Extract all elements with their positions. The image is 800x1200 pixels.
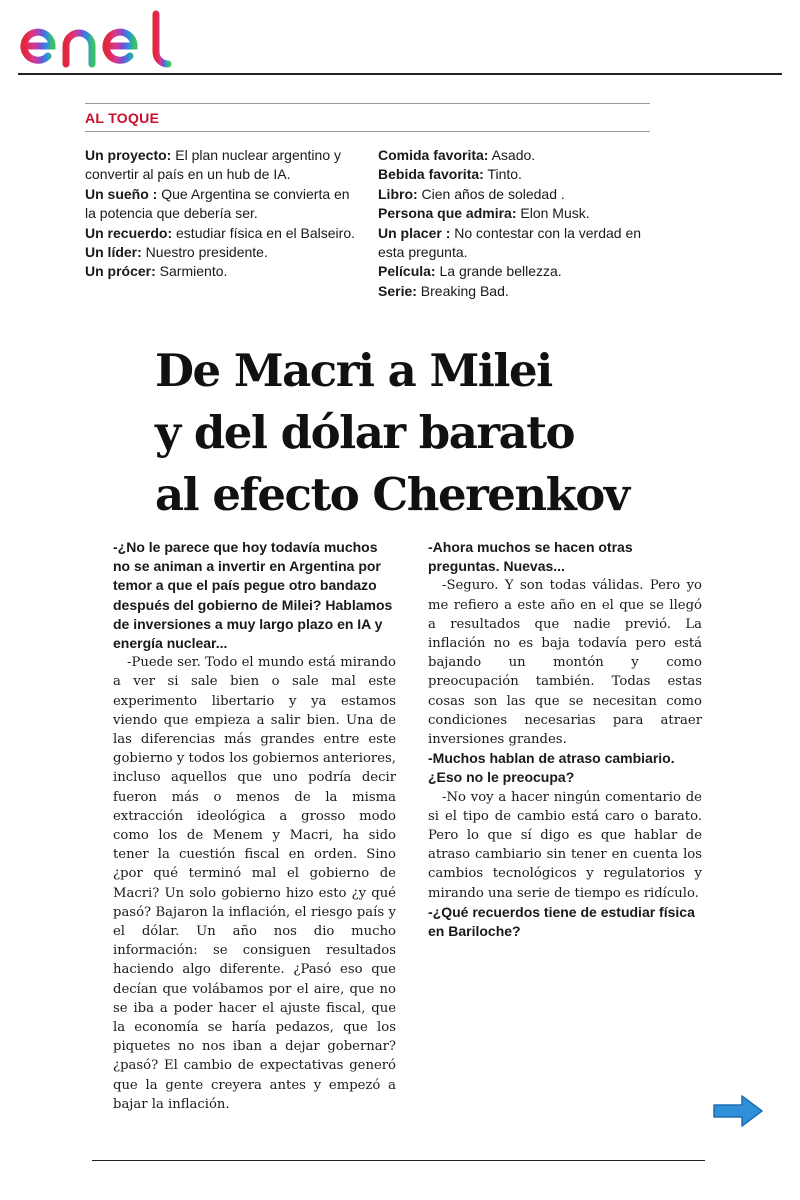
headline-line: De Macri a Milei bbox=[155, 344, 552, 397]
quick-answer bbox=[85, 146, 360, 185]
quick-answer bbox=[378, 146, 650, 165]
quick-answer-label: Un sueño : bbox=[85, 185, 158, 202]
quick-answer-label: Bebida favorita: bbox=[378, 166, 484, 183]
header-divider bbox=[18, 73, 782, 75]
article-headline bbox=[155, 340, 755, 526]
quick-answer-value: Nuestro presidente. bbox=[141, 244, 268, 261]
headline-line: y del dólar barato bbox=[155, 406, 575, 459]
quick-answer-label: Un recuerdo: bbox=[85, 224, 173, 241]
quick-answer-label: Libro: bbox=[378, 185, 418, 202]
quick-answer bbox=[85, 243, 360, 262]
quick-answer-value: Que Argentina se convierta en la potencia que debería ser. bbox=[85, 185, 350, 222]
interview-answer: -Puede ser. Todo el mundo está mirando a ver si sale bien o sale mal este experimento libertario y ya estamos viendo que empieza a salir bien. Una de las diferencias más grandes entre este gobierno y todos los gobiernos anteriores, incluso aquellos que uno podría decir fueron más o menos de la misma extracción ideológica a grosso modo como los de Menem y Macri, ha sido tener la cuestión fiscal en orden. Sino ¿por qué terminó mal el gobierno de Macri? Un solo gobierno hizo esto ¿y qué pasó? Bajaron la inflación, el riesgo país y el dólar. Un año nos dio mucho información: se consiguen resultados haciendo algo diferente. ¿Pasó eso que decían que volábamos por el aire, que no se iba a poder hacer el ajuste fiscal, que la economía se haría pedazos, que los piquetes no nos iban a dejar gobernar? ¿pasó? El cambio de expectativas generó que la gente creyera antes y empezó a bajar la inflación. bbox=[113, 655, 396, 1112]
quick-answers-right bbox=[378, 146, 650, 301]
quick-answer-label: Serie: bbox=[378, 282, 417, 299]
quick-answer-value: No contestar con la verdad en esta pregunta. bbox=[378, 224, 642, 261]
quick-answer-value: La grande bellezza. bbox=[435, 263, 562, 280]
article-column-left bbox=[113, 538, 396, 1114]
quick-answer-value: Elon Musk. bbox=[516, 205, 590, 222]
quick-answer-value: Asado. bbox=[488, 147, 536, 163]
quick-answer-value: Cien años de soledad . bbox=[417, 185, 565, 202]
quick-answer-value: El plan nuclear argentino y convertir al país en un hub de IA. bbox=[85, 147, 342, 183]
quick-answer-label: Un prócer: bbox=[85, 263, 156, 280]
quick-answer bbox=[378, 165, 650, 184]
interview-question: -¿Qué recuerdos tiene de estudiar física en Bariloche? bbox=[428, 903, 695, 940]
quick-answer bbox=[378, 204, 650, 223]
quick-answer-label: Un proyecto: bbox=[85, 147, 172, 163]
quick-answer bbox=[378, 262, 650, 281]
quick-answer bbox=[378, 282, 650, 301]
quick-answer bbox=[85, 185, 360, 224]
quick-answer-label: Película: bbox=[378, 263, 436, 280]
quick-answer bbox=[378, 185, 650, 204]
quick-answers-left bbox=[85, 146, 360, 282]
headline-line: al efecto Cherenkov bbox=[155, 468, 629, 521]
quick-answer-value: Sarmiento. bbox=[155, 263, 228, 280]
enel-logo bbox=[18, 8, 178, 70]
interview-question: -Ahora muchos se hacen otras preguntas. Nuevas... bbox=[428, 539, 633, 575]
right-arrow-icon[interactable] bbox=[712, 1094, 764, 1128]
quick-answer bbox=[378, 224, 650, 263]
quick-answer-value: Tinto. bbox=[483, 166, 522, 183]
section-divider-top bbox=[85, 103, 650, 104]
quick-answer bbox=[85, 224, 360, 243]
quick-answer-label: Persona que admira: bbox=[378, 205, 517, 222]
quick-answer bbox=[85, 262, 360, 281]
quick-answer-label: Comida favorita: bbox=[378, 147, 489, 163]
quick-answer-value: estudiar física en el Balseiro. bbox=[172, 224, 355, 241]
footer-divider bbox=[92, 1160, 705, 1161]
interview-answer: -No voy a hacer ningún comentario de si el tipo de cambio está caro o barato. Pero lo que sí digo es que hablar de atraso cambiario sin tener en cuenta los cambios tecnológicos y regulatorios y mirando una serie de tiempo es ridículo. bbox=[428, 789, 702, 901]
quick-answer-label: Un placer : bbox=[378, 224, 451, 241]
quick-answer-value: Breaking Bad. bbox=[416, 282, 509, 299]
section-divider-bottom bbox=[85, 131, 650, 132]
section-title: AL TOQUE bbox=[85, 110, 160, 126]
interview-answer: -Seguro. Y son todas válidas. Pero yo me refiero a este año en el que se llegó a resultados que nadie previó. La inflación no es baja todavía pero está bajando un montón y como preocupación también. Todas estas cosas son las que se necesitan como condiciones necesarias para atraer inversiones grandes. bbox=[428, 578, 702, 748]
interview-question: -Muchos hablan de atraso cambiario. ¿Eso no le preocupa? bbox=[428, 750, 675, 786]
interview-question: -¿No le parece que hoy todavía muchos no se animan a invertir en Argentina por temor a que el país pegue otro bandazo después del gobierno de Milei? Hablamos de inversiones a muy largo plazo en IA y energía nuclear... bbox=[113, 539, 393, 652]
article-column-right bbox=[428, 538, 702, 941]
quick-answer-label: Un líder: bbox=[85, 244, 142, 261]
